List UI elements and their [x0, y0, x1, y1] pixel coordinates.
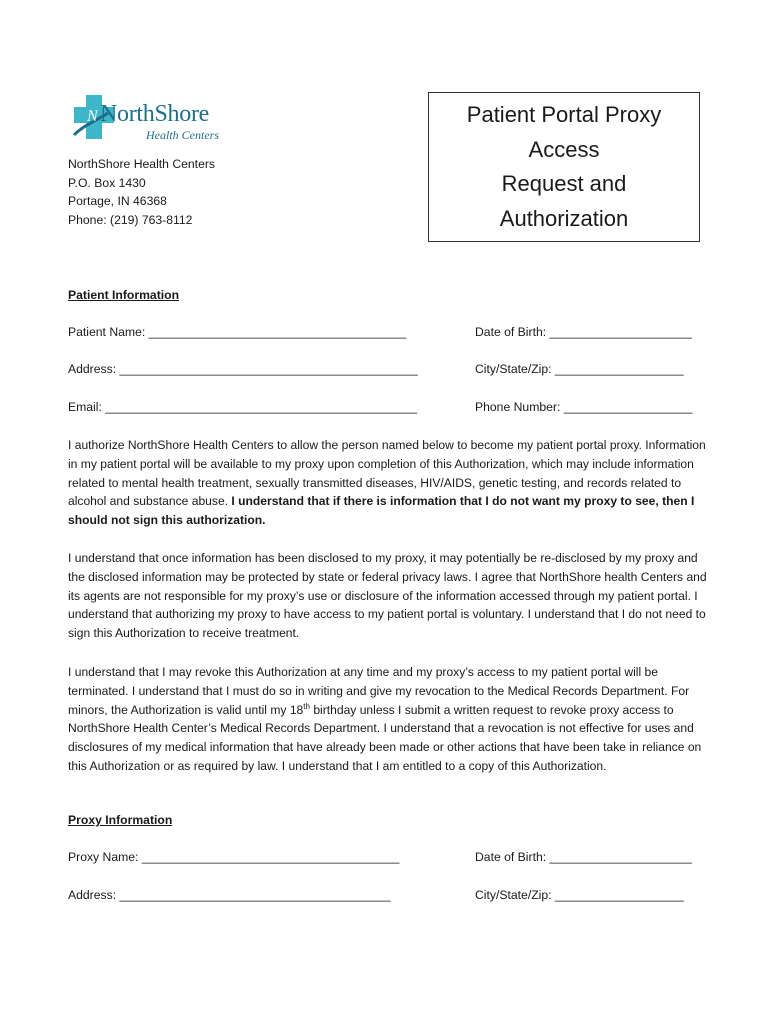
revocation-text-a: I understand that I may revoke this Authorization at any time and my proxy’s access to my patient portal will be terminated. I understand that I must do so in writing and give my revocation to the Medical Records Department. For minors, the Authorization is valid until my 18 [68, 665, 690, 717]
logo-subtitle: Health Centers [146, 128, 219, 142]
svg-text:N: N [87, 108, 98, 125]
address-line: P.O. Box 1430 [68, 175, 146, 190]
title-line: Patient Portal Proxy [466, 102, 662, 127]
ordinal-suffix: th [303, 701, 310, 711]
patient-city-state-zip-field[interactable]: City/State/Zip: ___________________ [475, 362, 684, 376]
authorization-warning: I understand that if there is information that I do not want my proxy to see, then I should not sign this authorization. [68, 494, 695, 528]
title-line: Request and [501, 171, 627, 196]
proxy-name-field[interactable]: Proxy Name: ______________________________________ [68, 850, 400, 864]
proxy-dob-field[interactable]: Date of Birth: _____________________ [475, 850, 692, 864]
disclosure-paragraph: I understand that once information has been disclosed to my proxy, it may potentially be re-disclosed by my proxy and the disclosed information may be protected by state or federal privacy laws. I agree that NorthShore health Centers and its agents are not responsible for my proxy’s use or disclosure of the information accessed through my patient portal. I understand that authorizing my proxy to have access to my patient portal is voluntary. I understand that I do not need to sign this Authorization to receive treatment. [68, 551, 707, 641]
organization-address [68, 155, 215, 230]
patient-name-field[interactable]: Patient Name: ______________________________________ [68, 325, 407, 339]
authorization-paragraph [68, 436, 708, 530]
address-line: NorthShore Health Centers [68, 157, 215, 171]
proxy-city-state-zip-field[interactable]: City/State/Zip: ___________________ [475, 888, 684, 902]
authorization-text: I authorize NorthShore Health Centers to allow the person named below to become my patient portal proxy. Information in my patient portal will be available to my proxy upon completion of this Authorization, which may include information related to mental health treatment, sexually transmitted diseases, HIV/AIDS, genetic testing, and records related to alcohol and substance abuse. [68, 438, 706, 509]
patient-dob-field[interactable]: Date of Birth: _____________________ [475, 325, 692, 339]
title-line: Authorization [499, 205, 629, 231]
patient-phone-field[interactable]: Phone Number: ___________________ [475, 400, 693, 414]
address-line: Portage, IN 46368 [68, 194, 167, 209]
title-line: Access [528, 136, 600, 162]
patient-information-heading: Patient Information [68, 288, 180, 302]
patient-address-field[interactable]: Address: ____________________________________________ [68, 362, 418, 376]
proxy-address-field[interactable]: Address: ________________________________________ [68, 888, 391, 902]
proxy-information-heading: Proxy Information [68, 813, 173, 827]
revocation-paragraph [68, 663, 708, 776]
patient-email-field[interactable]: Email: ______________________________________________ [68, 400, 418, 414]
form-title-box [428, 92, 700, 242]
revocation-text-b: birthday unless I submit a written request to revoke proxy access to NorthShore Health Center’s Medical Records Department. I understand that a revocation is not effective for uses and disclosures of my medical information that have already been made or other actions that have been take in reliance on this Authorization or as required by law. I understand that I am entitled to a copy of this Authorization. [68, 702, 702, 773]
logo-wordmark: NorthShore [100, 101, 209, 127]
address-phone: Phone: (219) 763-8112 [68, 213, 193, 228]
